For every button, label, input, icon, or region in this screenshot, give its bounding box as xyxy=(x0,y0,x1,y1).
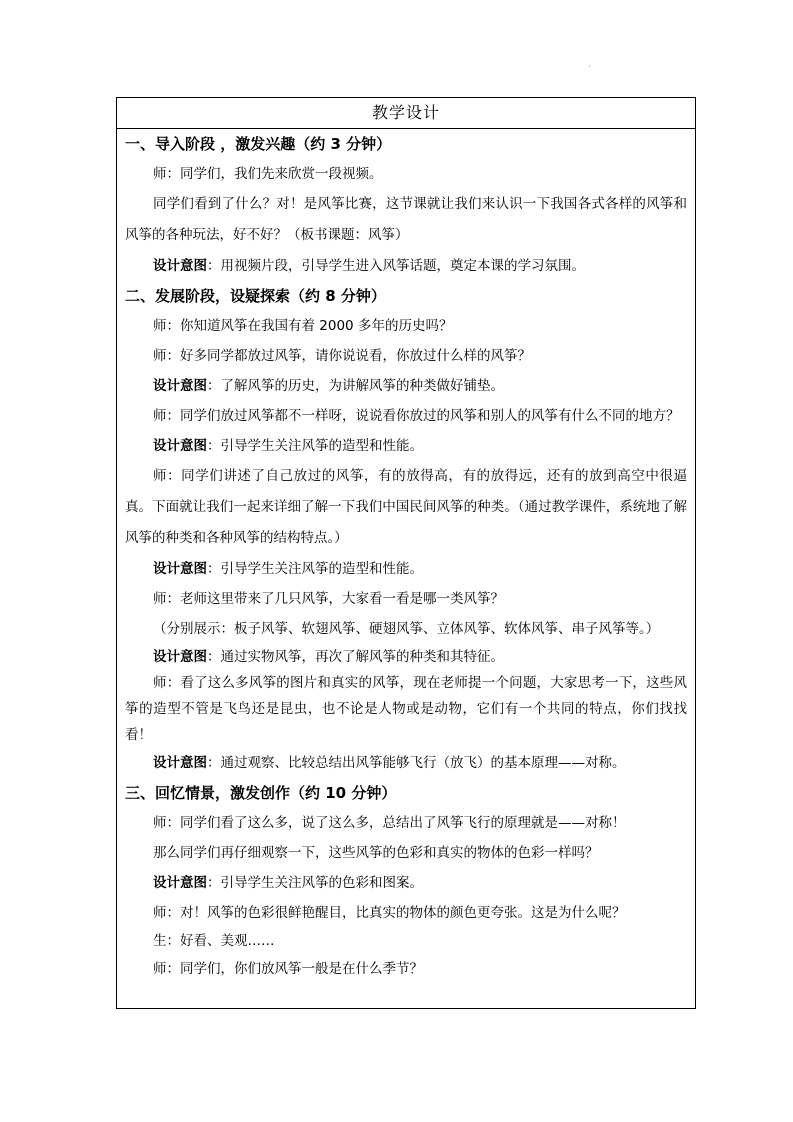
design-intent-paragraph xyxy=(125,251,687,281)
design-intent-label: 设计意图 xyxy=(153,258,207,274)
paragraph-text: ：引导学生关注风筝的色彩和图案。 xyxy=(207,875,423,891)
paragraph-text: 师：同学们，我们先来欣赏一段视频。 xyxy=(153,166,383,182)
paragraph-text: 生：好看、美观…… xyxy=(153,933,275,949)
design-intent-label: 设计意图 xyxy=(153,561,207,577)
paragraph-text: 师：同学们，你们放风筝一般是在什么季节？ xyxy=(153,961,423,977)
dialogue-paragraph xyxy=(125,189,687,251)
design-intent-paragraph xyxy=(125,748,687,778)
paragraph-text: 师：同学们看了这么多，说了这么多，总结出了风筝飞行的原理就是——对称！ xyxy=(153,815,626,831)
lesson-design-table xyxy=(116,97,696,1009)
section-heading: 二、发展阶段，设疑探索（约 8 分钟） xyxy=(125,287,386,305)
design-intent-paragraph xyxy=(125,371,687,401)
section-heading: 一、导入阶段 ，激发兴趣（约 3 分钟） xyxy=(125,135,392,153)
dialogue-paragraph xyxy=(125,614,687,644)
design-intent-label: 设计意图 xyxy=(153,649,207,665)
dialogue-paragraph xyxy=(125,584,687,614)
paragraph-text: ：用视频片段，引导学生进入风筝话题，奠定本课的学习氛围。 xyxy=(207,258,585,274)
paragraph-text: 师：对！风筝的色彩很鲜艳醒目，比真实的物体的颜色更夸张。这是为什么呢？ xyxy=(153,905,626,921)
page-mark: · xyxy=(588,62,591,72)
section-heading: 三、回忆情景，激发创作（约 10 分钟） xyxy=(125,784,397,802)
paragraph-text: 那么同学们再仔细观察一下，这些风筝的色彩和真实的物体的色彩一样吗？ xyxy=(153,845,599,861)
design-intent-label: 设计意图 xyxy=(153,875,207,891)
design-intent-label: 设计意图 xyxy=(153,378,207,394)
dialogue-paragraph xyxy=(125,159,687,189)
paragraph-text: 师：好多同学都放过风筝，请你说说看，你放过什么样的风筝？ xyxy=(153,348,531,364)
paragraph-text: 同学们看到了什么？对！是风筝比赛，这节课就让我们来认识一下我国各式各样的风筝和风筝的各种玩法，好不好？（板书课题：风筝） xyxy=(125,196,687,243)
dialogue-paragraph xyxy=(125,954,687,984)
table-header: 教学设计 xyxy=(117,98,695,129)
dialogue-paragraph xyxy=(125,341,687,371)
paragraph-text: ：引导学生关注风筝的造型和性能。 xyxy=(207,561,423,577)
dialogue-paragraph xyxy=(125,670,687,748)
paragraph-text: 师：你知道风筝在我国有着 2000 多年的历史吗？ xyxy=(153,318,453,334)
dialogue-paragraph xyxy=(125,808,687,838)
paragraph-text: 师：同学们放过风筝都不一样呀，说说看你放过的风筝和别人的风筝有什么不同的地方？ xyxy=(153,408,680,424)
dialogue-paragraph xyxy=(125,838,687,868)
design-intent-paragraph xyxy=(125,431,687,461)
dialogue-paragraph xyxy=(125,461,687,554)
design-intent-paragraph xyxy=(125,644,687,670)
design-intent-paragraph xyxy=(125,554,687,584)
dialogue-paragraph xyxy=(125,898,687,928)
dialogue-paragraph xyxy=(125,928,687,954)
design-intent-label: 设计意图 xyxy=(153,755,207,771)
paragraph-text: 师：老师这里带来了几只风筝，大家看一看是哪一类风筝？ xyxy=(153,591,504,607)
paragraph-text: （分别展示：板子风筝、软翅风筝、硬翅风筝、立体风筝、软体风筝、串子风筝等。） xyxy=(153,621,660,637)
paragraph-text: ：通过观察、比较总结出风筝能够飞行（放飞）的基本原理——对称。 xyxy=(207,755,626,771)
paragraph-text: ：通过实物风筝，再次了解风筝的种类和其特征。 xyxy=(207,649,504,665)
paragraph-text: 师：同学们讲述了自己放过的风筝，有的放得高，有的放得远，还有的放到高空中很逼真。下面就让我们一起来详细了解一下我们中国民间风筝的种类。（通过教学课件，系统地了解风筝的种类和各种风筝的结构特点。） xyxy=(125,468,687,546)
paragraph-text: ：了解风筝的历史，为讲解风筝的种类做好铺垫。 xyxy=(207,378,504,394)
table-body xyxy=(117,129,695,984)
paragraph-text: 师：看了这么多风筝的图片和真实的风筝，现在老师提一个问题，大家思考一下，这些风筝的造型不管是飞鸟还是昆虫，也不论是人物或是动物，它们有一个共同的特点，你们找找看！ xyxy=(125,675,687,743)
design-intent-paragraph xyxy=(125,868,687,898)
design-intent-label: 设计意图 xyxy=(153,438,207,454)
dialogue-paragraph xyxy=(125,401,687,431)
dialogue-paragraph xyxy=(125,311,687,341)
paragraph-text: ：引导学生关注风筝的造型和性能。 xyxy=(207,438,423,454)
